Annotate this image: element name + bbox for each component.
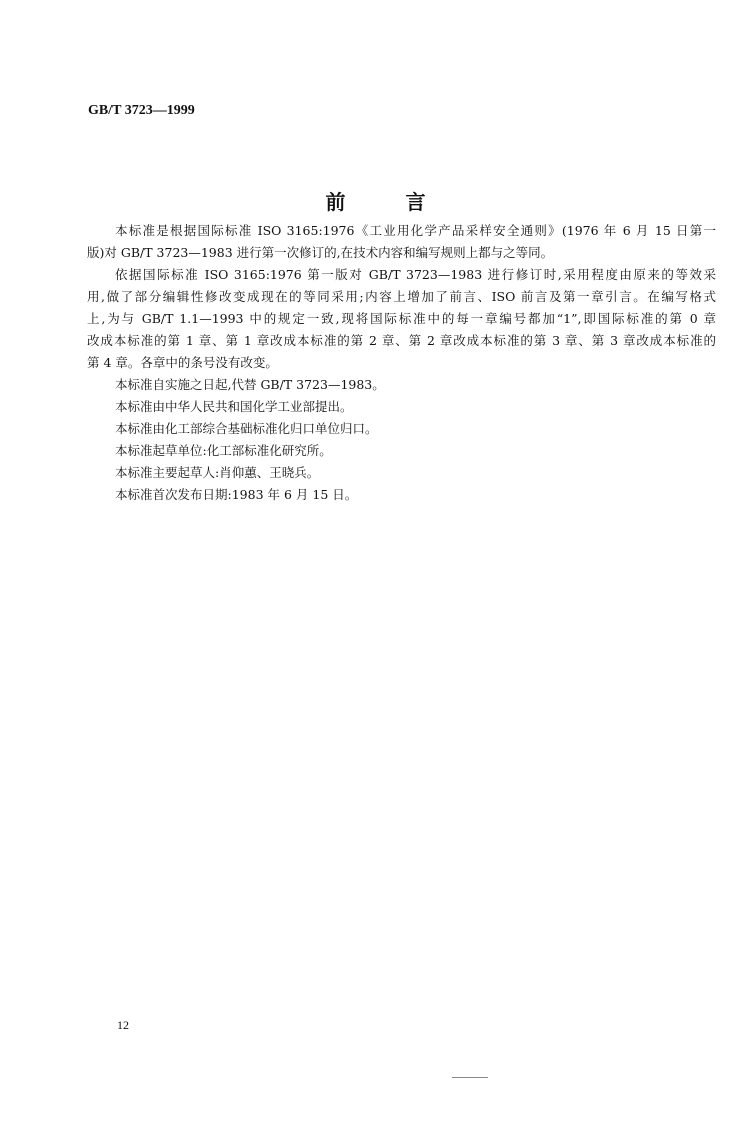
paragraph-line: 版)对 GB/T 3723—1983 进行第一次修订的,在技术内容和编写规则上都与之等同。 [87,245,554,260]
paragraph-line: 本标准首次发布日期:1983 年 6 月 15 日。 [115,487,358,502]
page-title: 前言 [325,190,486,214]
paragraph-line: 本标准由中华人民共和国化学工业部提出。 [115,399,353,414]
standard-number-header: GB/T 3723—1999 [88,103,195,118]
paragraph-line: 本标准起草单位:化工部标准化研究所。 [115,443,332,458]
paragraph-line: 本标准自实施之日起,代替 GB/T 3723—1983。 [115,377,385,392]
paragraph-line: 本标准由化工部综合基础标准化归口单位归口。 [115,421,378,436]
paragraph-line: 本标准是根据国际标准 ISO 3165:1976《工业用化学产品采样安全通则》(1976 年 6 月 15 日第一 [115,223,716,238]
paragraph-line: 改成本标准的第 1 章、第 1 章改成本标准的第 2 章、第 2 章改成本标准的第 3 章、第 3 章改成本标准的 [87,333,716,348]
paragraph-line: 依据国际标准 ISO 3165:1976 第一版对 GB/T 3723—1983 进行修订时,采用程度由原来的等效采 [115,267,716,282]
foreword-body [87,220,716,506]
paragraph-line: 用,做了部分编辑性修改变成现在的等同采用;内容上增加了前言、ISO 前言及第一章引言。在编写格式 [87,289,716,304]
paragraph-line: 第 4 章。各章中的条号没有改变。 [87,355,278,370]
scan-speck [452,1077,488,1078]
page-number: 12 [117,1018,129,1032]
paragraph-line: 本标准主要起草人:肖仰蕙、王晓兵。 [115,465,320,480]
paragraph-line: 上,为与 GB/T 1.1—1993 中的规定一致,现将国际标准中的每一章编号都加“1”,即国际标准的第 0 章 [87,311,716,326]
